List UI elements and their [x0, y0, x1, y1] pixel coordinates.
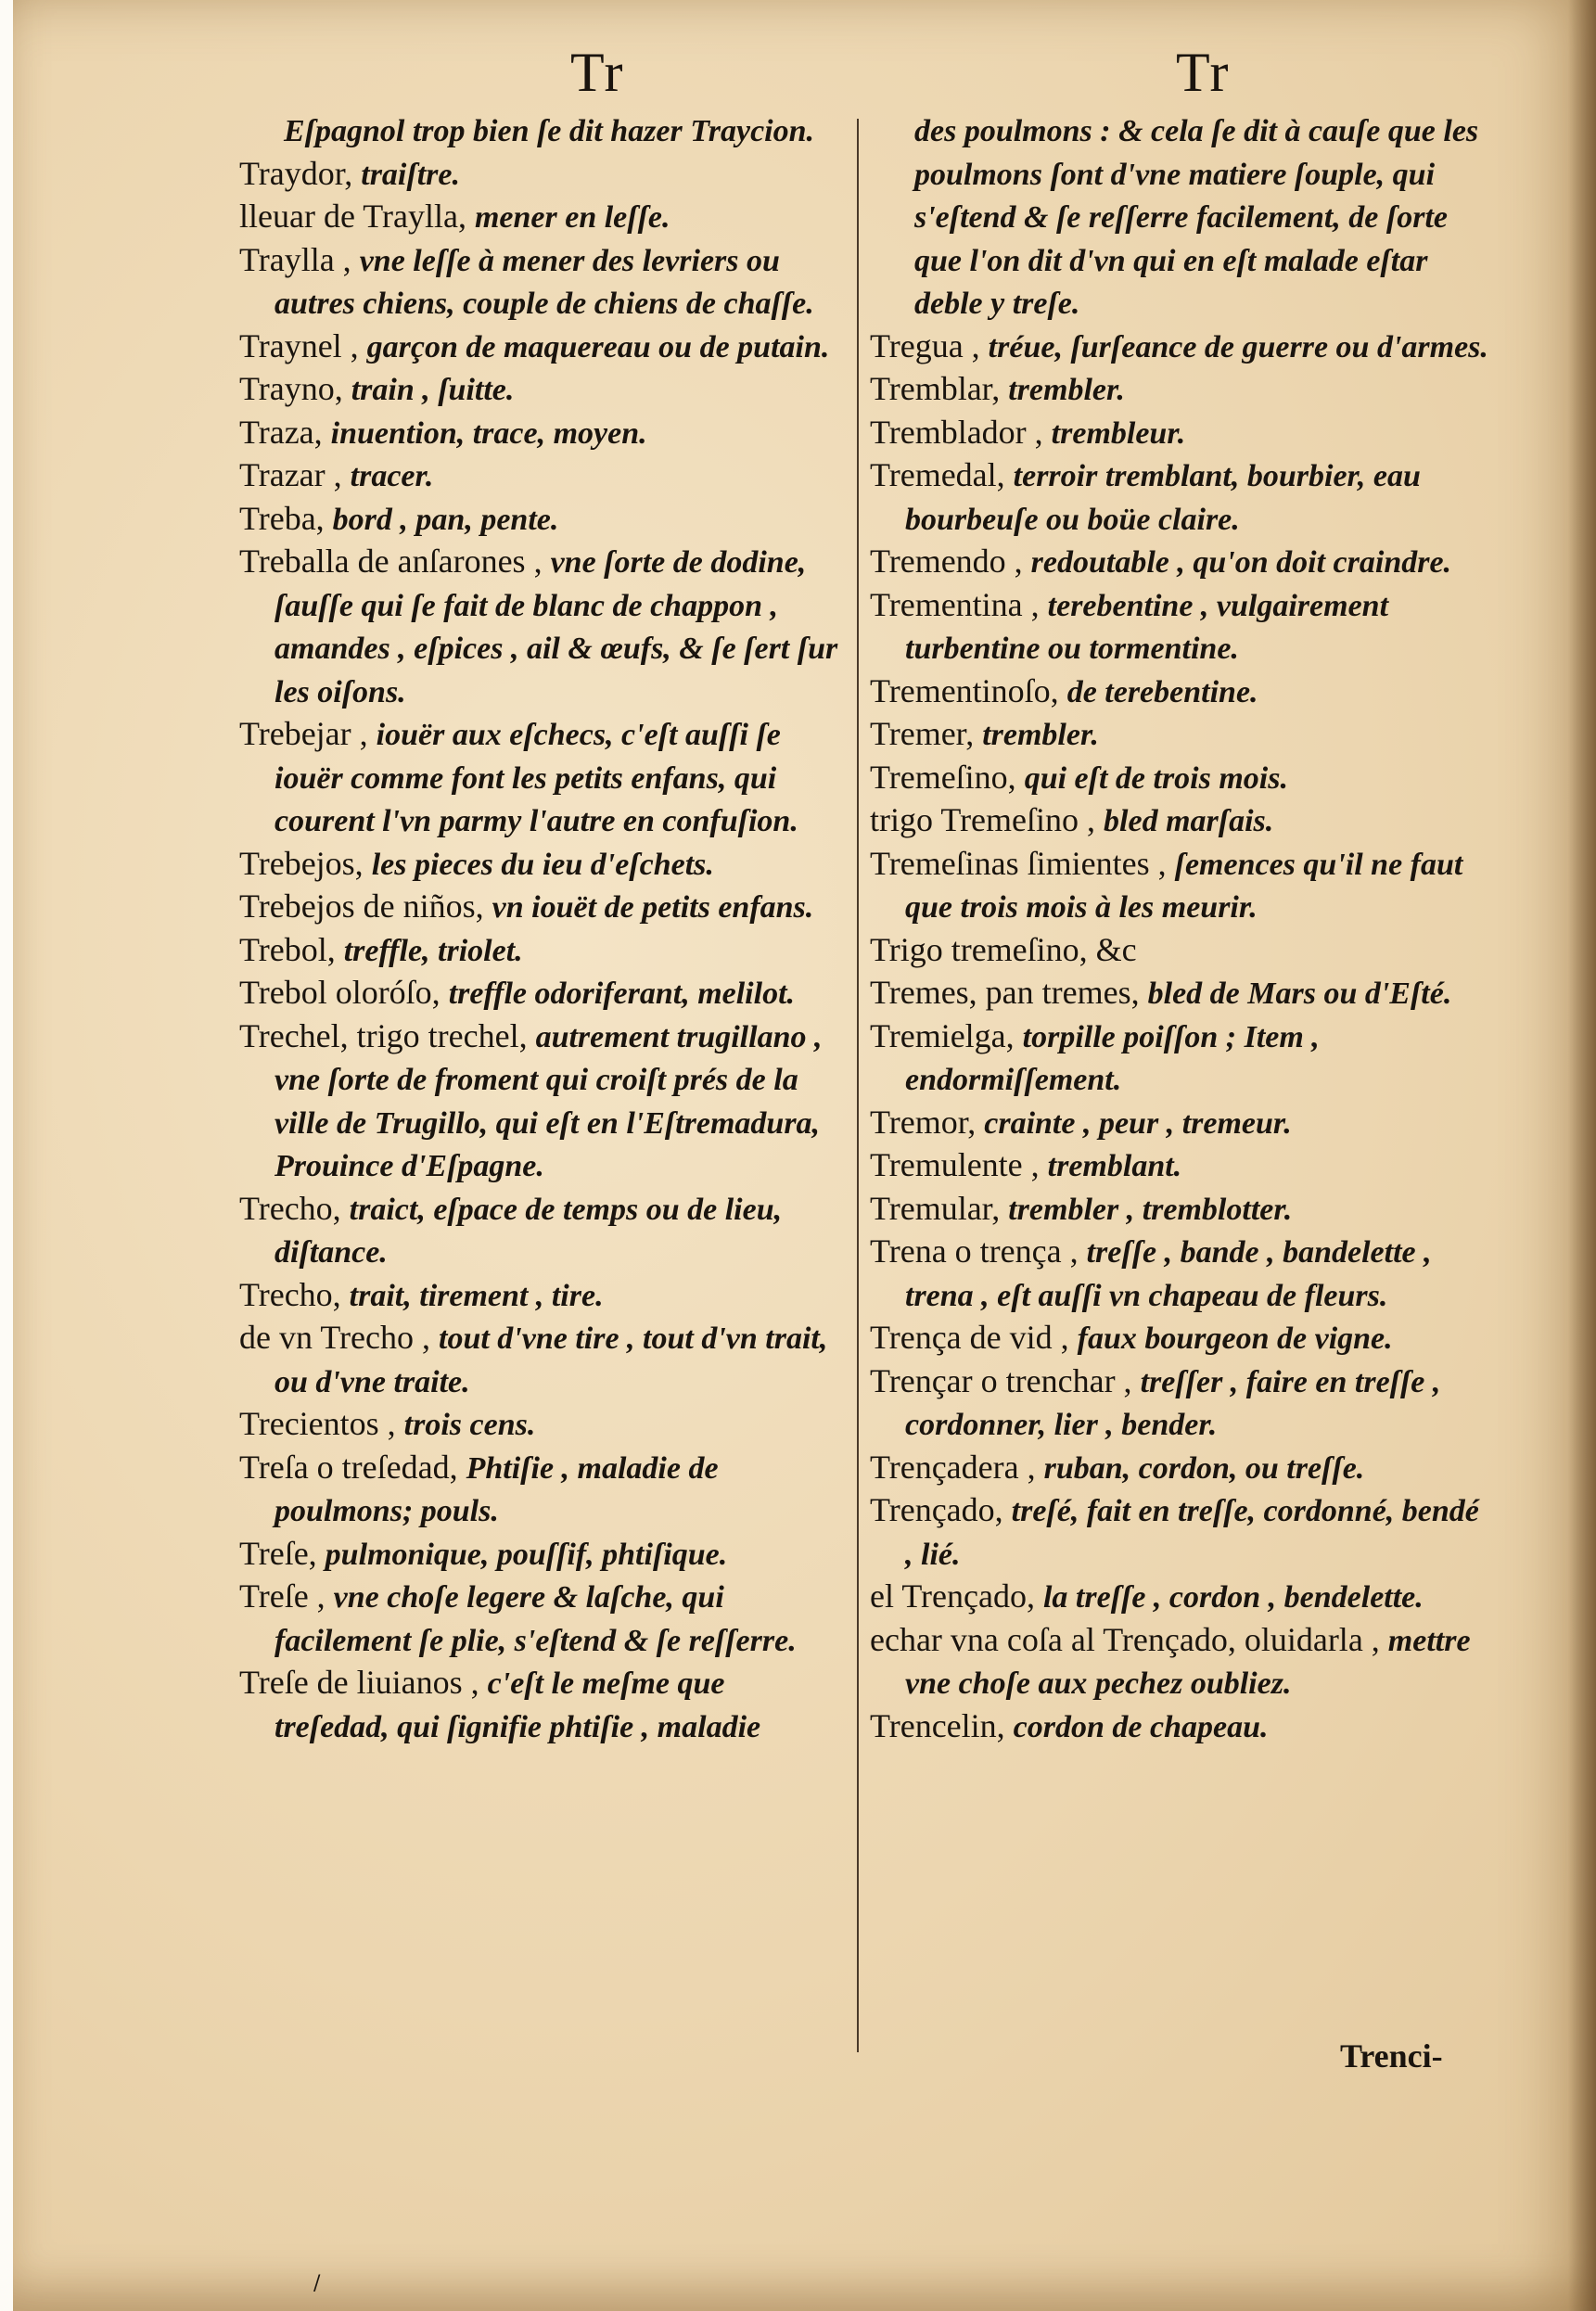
entry-headword: Tremor,	[870, 1103, 985, 1141]
entry-definition: bled de Mars ou d'Eſté.	[1147, 977, 1452, 1011]
entry-headword: Trençar o trenchar ,	[870, 1361, 1141, 1399]
entry-definition: qui eſt de trois mois.	[1024, 760, 1288, 796]
entry-definition: de terebentine.	[1066, 674, 1258, 709]
entry-definition: mener en leſſe.	[474, 200, 670, 235]
entry-headword: Treſa o treſedad,	[239, 1448, 466, 1486]
entry-headword: Tremer,	[870, 715, 983, 752]
page-gutter-shadow	[1568, 0, 1596, 2311]
entry-headword: Tremular,	[870, 1189, 1009, 1227]
entry-headword: Treballa de anſarones ,	[239, 543, 551, 580]
entry-headword: trigo Tremeſino ,	[870, 801, 1104, 838]
entry-headword: Tremes, pan tremes,	[870, 974, 1148, 1011]
entry-definition: ſemences qu'il ne faut que trois mois à les meurir.	[905, 847, 1463, 925]
entry-headword: Trayno,	[239, 370, 351, 407]
dictionary-entry	[239, 1274, 842, 1318]
entry-headword: lleuar de Traylla,	[239, 198, 475, 235]
entry-definition: trembleur.	[1051, 415, 1186, 451]
entry-definition: iouër aux eſchecs, c'eſt auſſi ſe iouër comme font les petits enfans, qui courent l'vn parmy l'autre en confuſion.	[275, 718, 798, 838]
entry-definition: terroir tremblant, bourbier, eau bourbeuſe ou boüe claire.	[905, 459, 1421, 537]
entry-headword: Tregua ,	[870, 326, 989, 364]
dictionary-entry	[239, 109, 842, 153]
entry-headword: Trechel, trigo trechel,	[239, 1016, 536, 1054]
dictionary-entry	[239, 541, 842, 713]
entry-headword: Tremblador ,	[870, 413, 1052, 451]
dictionary-entry	[870, 368, 1493, 412]
scan-margin	[0, 0, 13, 2311]
entry-definition: treſé, fait en treſſe, cordonné, bendé , lié.	[905, 1494, 1479, 1572]
dictionary-entry	[870, 1489, 1493, 1576]
entry-definition: Eſpagnol trop bien ſe dit hazer Traycion.	[284, 114, 815, 148]
entry-headword: Tremeſino,	[870, 758, 1025, 796]
entry-definition: bled marſais.	[1104, 804, 1274, 838]
entry-headword: Tremedal,	[870, 456, 1014, 493]
dictionary-entry	[870, 1015, 1493, 1102]
entry-headword: Trebol,	[239, 930, 344, 968]
running-head-left: Tr	[570, 42, 625, 103]
entry-definition: vn iouët de petits enfans.	[492, 890, 814, 925]
entry-definition: tremblant.	[1047, 1149, 1182, 1183]
entry-headword: Trebol oloróſo,	[239, 974, 449, 1011]
entry-definition: vne choſe legere & laſche, qui facilement ſe plie, s'eſtend & ſe reſſerre.	[275, 1580, 797, 1658]
dictionary-entry	[870, 109, 1493, 326]
dictionary-entry	[239, 1447, 842, 1533]
dictionary-entry	[870, 1102, 1493, 1145]
dictionary-entry	[870, 670, 1493, 714]
dictionary-entry	[239, 1015, 842, 1188]
entry-definition: les pieces du ieu d'eſchets.	[371, 847, 714, 882]
entry-definition: faux bourgeon de vigne.	[1077, 1321, 1393, 1356]
entry-headword: Tremeſinas ſimientes ,	[870, 844, 1175, 882]
entry-headword: Treba,	[239, 499, 333, 537]
entry-headword: el Trençado,	[870, 1577, 1043, 1615]
entry-definition: trembler.	[1008, 373, 1125, 407]
entry-definition: c'eſt le meſme que treſedad, qui ſignifie phtiſie , maladie	[275, 1666, 761, 1744]
entry-headword: Trena o trença ,	[870, 1232, 1087, 1270]
entry-definition: torpille poiſſon ; Item , endormiſſement.	[905, 1019, 1320, 1097]
entry-definition: traict, eſpace de temps ou de lieu, diſtance.	[275, 1192, 783, 1270]
entry-definition: terebentine , vulgairement turbentine ou tormentine.	[905, 588, 1389, 666]
entry-headword: Tremulente ,	[870, 1146, 1048, 1183]
entry-headword: Trazar ,	[239, 456, 351, 493]
entry-headword: Trementinoſo,	[870, 671, 1067, 709]
column-divider	[857, 119, 859, 2052]
dictionary-entry	[239, 1662, 842, 1748]
foot-mark: /	[313, 2272, 321, 2295]
entry-headword: Treſe,	[239, 1534, 326, 1572]
dictionary-entry	[239, 843, 842, 887]
entry-definition: tracer.	[350, 459, 434, 493]
dictionary-entry	[239, 498, 842, 542]
entry-headword: Trebejos,	[239, 844, 372, 882]
entry-headword: Trecho,	[239, 1189, 350, 1227]
entry-headword: Trençadera ,	[870, 1448, 1044, 1486]
entry-definition: treſſe , bande , bandelette , trena , eſt auſſi vn chapeau de fleurs.	[905, 1235, 1432, 1313]
dictionary-entry	[870, 843, 1493, 929]
dictionary-entry	[870, 1619, 1493, 1705]
dictionary-entry	[239, 1188, 842, 1274]
entry-definition: Phtiſie , maladie de poulmons; pouls.	[275, 1450, 719, 1528]
dictionary-entry	[239, 929, 842, 973]
dictionary-entry	[239, 239, 842, 326]
entry-definition: trait, tirement , tire.	[349, 1278, 604, 1313]
entry-definition: cordon de chapeau.	[1013, 1709, 1269, 1744]
entry-definition: trois cens.	[403, 1408, 536, 1442]
dictionary-entry	[870, 1705, 1493, 1749]
catchword: Trenci-	[1340, 2037, 1443, 2075]
entry-headword: Trecientos ,	[239, 1405, 404, 1442]
dictionary-entry	[239, 972, 842, 1015]
entry-definition: vne ſorte de dodine, ſauſſe qui ſe fait de blanc de chappon , amandes , eſpices , ail & œufs, & ſe ſert ſur les oiſons.	[275, 545, 838, 709]
dictionary-entry	[239, 1576, 842, 1662]
entry-headword: Trencelin,	[870, 1706, 1014, 1744]
entry-headword: Traynel ,	[239, 326, 367, 364]
dictionary-entry	[870, 584, 1493, 670]
entry-definition: treffle, triolet.	[343, 933, 523, 968]
dictionary-entry	[870, 541, 1493, 584]
entry-headword: Trigo tremeſino, &c	[870, 930, 1137, 968]
entry-headword: Treſe de liuianos ,	[239, 1664, 488, 1701]
dictionary-entry	[870, 1231, 1493, 1317]
entry-definition: treſſer , faire en treſſe , cordonner, lier , bender.	[905, 1364, 1441, 1442]
entry-definition: pulmonique, pouſſif, phtiſique.	[325, 1537, 728, 1572]
left-column	[239, 109, 842, 1748]
entry-definition: tout d'vne tire , tout d'vn trait, ou d'vne traite.	[275, 1321, 828, 1399]
dictionary-entry	[870, 1576, 1493, 1619]
dictionary-entry	[239, 886, 842, 929]
entry-definition: train , ſuitte.	[351, 373, 515, 407]
dictionary-entry	[870, 412, 1493, 455]
entry-headword: Tremielga,	[870, 1016, 1023, 1054]
entry-definition: inuention, trace, moyen.	[330, 415, 647, 451]
entry-headword: Trebejos de niños,	[239, 887, 492, 925]
entry-headword: Trecho,	[239, 1275, 350, 1313]
dictionary-entry	[870, 757, 1493, 800]
entry-definition: crainte , peur , tremeur.	[984, 1105, 1292, 1141]
dictionary-entry	[870, 1317, 1493, 1360]
entry-headword: Traza,	[239, 413, 331, 451]
entry-headword: Tremblar,	[870, 370, 1009, 407]
dictionary-entry	[239, 153, 842, 197]
entry-definition: mettre vne choſe aux pechez oubliez.	[905, 1623, 1471, 1701]
dictionary-entry	[239, 454, 842, 498]
entry-definition: la treſſe , cordon , bendelette.	[1042, 1580, 1424, 1615]
entry-headword: Trebejar ,	[239, 715, 377, 752]
entry-definition: treffle odoriferant, melilot.	[448, 977, 796, 1011]
dictionary-entry	[870, 454, 1493, 541]
dictionary-entry	[870, 799, 1493, 843]
entry-definition: redoutable , qu'on doit craindre.	[1030, 545, 1452, 580]
entry-definition: tréue, ſurſeance de guerre ou d'armes.	[988, 329, 1488, 364]
dictionary-entry	[870, 972, 1493, 1015]
dictionary-entry	[870, 1144, 1493, 1188]
entry-headword: Trementina ,	[870, 585, 1048, 623]
right-column	[870, 109, 1493, 1748]
entry-headword: Tremendo ,	[870, 543, 1031, 580]
dictionary-entry	[239, 1403, 842, 1447]
dictionary-entry	[239, 326, 842, 369]
entry-definition: trembler , tremblotter.	[1008, 1192, 1293, 1227]
dictionary-entry	[870, 929, 1493, 973]
entry-definition: bord , pan, pente.	[332, 502, 559, 537]
entry-headword: Trença de vid ,	[870, 1319, 1078, 1356]
dictionary-entry	[870, 326, 1493, 369]
entry-definition: des poulmons : & cela ſe dit à cauſe que les poulmons ſont d'vne matiere ſouple, qui s'eſtend & ſe reſſerre facilement, de ſorte que l'on dit d'vn qui en eſt malade eſtar deble y treſe.	[914, 114, 1479, 321]
running-head-right: Tr	[1176, 42, 1231, 103]
dictionary-entry	[239, 1533, 842, 1577]
entry-headword: Treſe ,	[239, 1577, 334, 1615]
entry-headword: echar vna coſa al Trençado, oluidarla ,	[870, 1620, 1388, 1658]
entry-definition: autrement trugillano , vne ſorte de froment qui croiſt prés de la ville de Trugillo, qui eſt en l'Eſtremadura, Prouince d'Eſpagne.	[275, 1019, 823, 1183]
dictionary-entry	[239, 412, 842, 455]
entry-definition: garçon de maquereau ou de putain.	[366, 329, 830, 364]
entry-definition: trembler.	[982, 718, 1099, 752]
entry-headword: de vn Trecho ,	[239, 1319, 439, 1356]
dictionary-entry	[239, 368, 842, 412]
dictionary-entry	[239, 196, 842, 239]
dictionary-entry	[870, 1447, 1493, 1490]
entry-definition: traiſtre.	[361, 157, 460, 192]
dictionary-entry	[870, 1188, 1493, 1232]
entry-definition: vne leſſe à mener des levriers ou autres chiens, couple de chiens de chaſſe.	[275, 243, 814, 321]
entry-headword: Traylla ,	[239, 240, 360, 278]
entry-headword: Traydor,	[239, 154, 362, 192]
entry-definition: ruban, cordon, ou treſſe.	[1043, 1450, 1365, 1486]
dictionary-entry	[870, 1360, 1493, 1447]
dictionary-entry	[239, 713, 842, 843]
dictionary-entry	[239, 1317, 842, 1403]
entry-headword: Trençado,	[870, 1491, 1012, 1528]
dictionary-entry	[870, 713, 1493, 757]
